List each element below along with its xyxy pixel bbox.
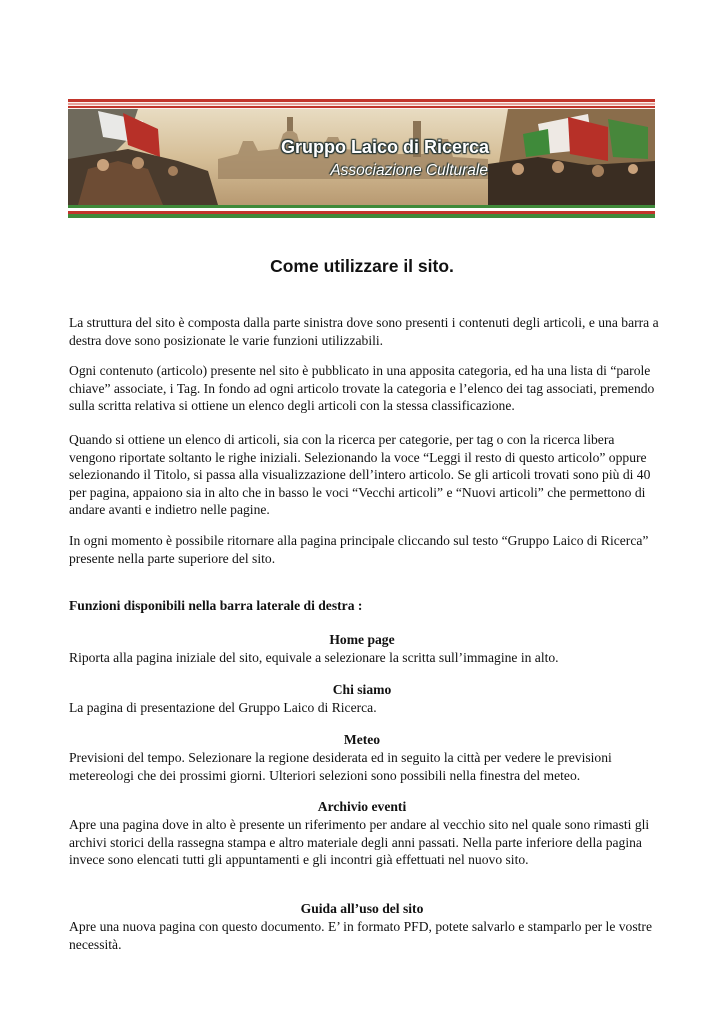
intro-paragraph-categories: Ogni contenuto (articolo) presente nel sito è pubblicato in una apposita categoria, ed ha una lista di “parole chiave” associate, i Tag. In fondo ad ogni articolo trovate la categoria e l’elenco dei tag associati, premendo sulla scritta relativa si ottiene un elenco degli articoli con la stessa classificazione. <box>69 363 655 413</box>
function-title-guida: Guida all’uso del sito <box>300 901 424 916</box>
banner-title[interactable]: Gruppo Laico di Ricerca <box>280 137 489 157</box>
banner-subtitle: Associazione Culturale <box>330 162 488 179</box>
function-desc-guida: Apre una nuova pagina con questo documento. E’ in formato PFD, potete salvarlo e stamparlo per le vostre necessità. <box>69 919 652 952</box>
function-desc-home-page: Riporta alla pagina iniziale del sito, equivale a selezionare la scritta sull’immagine in alto. <box>69 650 559 665</box>
page-title: Come utilizzare il sito. <box>270 256 454 276</box>
function-title-archivio-eventi: Archivio eventi <box>317 799 407 814</box>
header-banner[interactable] <box>68 99 655 218</box>
function-desc-archivio-eventi: Apre una pagina dove in alto è presente un riferimento per andare al vecchio sito nel quale sono rimasti gli archivi storici della rassegna stampa e altro materiale degli anni passati. Nella parte inferiore della pagina invece sono elencati tutti gli appuntamenti e gli incontri già effettuati nel nuovo sito. <box>69 817 650 867</box>
intro-paragraph-home: In ogni momento è possibile ritornare alla pagina principale cliccando sul testo “Gruppo Laico di Ricerca” presente nella parte superiore del sito. <box>69 533 649 566</box>
function-title-chi-siamo: Chi siamo <box>332 682 392 697</box>
function-desc-chi-siamo: La pagina di presentazione del Gruppo Laico di Ricerca. <box>69 700 377 715</box>
intro-paragraph-lists: Quando si ottiene un elenco di articoli, sia con la ricerca per categorie, per tag o con la ricerca libera vengono riportate soltanto le righe iniziali. Selezionando la voce “Leggi il resto di questo articolo” oppure selezionando il Titolo, si passa alla visualizzazione dell’intero articolo. Se gli articoli trovati sono più di 40 per pagina, appaiono sia in alto che in basso le voci “Vecchi articoli” e “Nuovi articoli” che permettono di andare avanti e indietro nelle pagine. <box>69 432 651 517</box>
banner-illustration <box>68 99 655 218</box>
function-desc-meteo: Previsioni del tempo. Selezionare la regione desiderata ed in seguito la città per vedere le previsioni metereologi che dei prossimi giorni. Ulteriori selezioni sono possibili nella finestra del meteo. <box>69 750 612 783</box>
intro-paragraph-structure: La struttura del sito è composta dalla parte sinistra dove sono presenti i contenuti degli articoli, e una barra a destra dove sono posizionate le varie funzioni utilizzabili. <box>69 315 659 348</box>
functions-heading: Funzioni disponibili nella barra laterale di destra : <box>69 598 363 613</box>
function-title-home-page: Home page <box>329 632 395 647</box>
function-title-meteo: Meteo <box>343 732 381 747</box>
